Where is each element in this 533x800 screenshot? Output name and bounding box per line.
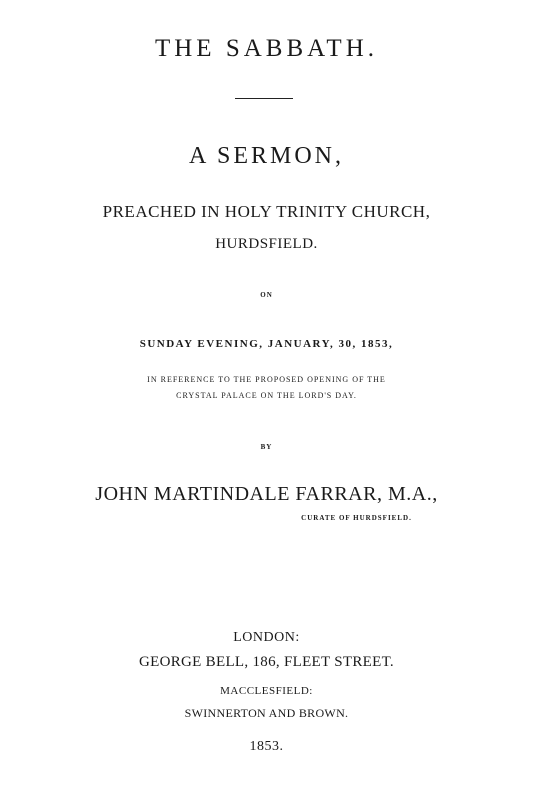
imprint-city-2: MACCLESFIELD:	[220, 685, 313, 697]
place-line: HURDSFIELD.	[215, 236, 318, 252]
reference-line-2: CRYSTAL PALACE ON THE LORD'S DAY.	[176, 391, 357, 400]
author-name: JOHN MARTINDALE FARRAR, M.A.,	[95, 483, 438, 505]
author-role: CURATE OF HURDSFIELD.	[301, 514, 412, 522]
subtitle: A SERMON,	[188, 143, 345, 169]
reference-line-1: IN REFERENCE TO THE PROPOSED OPENING OF THE	[147, 375, 386, 384]
date-line: SUNDAY EVENING, JANUARY, 30, 1853,	[139, 338, 394, 350]
on-word: ON	[260, 291, 273, 299]
preached-line: PREACHED IN HOLY TRINITY CHURCH,	[102, 202, 431, 221]
publisher-line: GEORGE BELL, 186, FLEET STREET.	[139, 654, 394, 670]
imprint-city: LONDON:	[233, 630, 300, 645]
publication-year: 1853.	[249, 739, 284, 754]
by-word: BY	[260, 443, 273, 451]
printer-line: SWINNERTON AND BROWN.	[184, 706, 349, 720]
book-title: THE SABBATH.	[154, 35, 378, 62]
title-rule-divider	[235, 98, 293, 99]
